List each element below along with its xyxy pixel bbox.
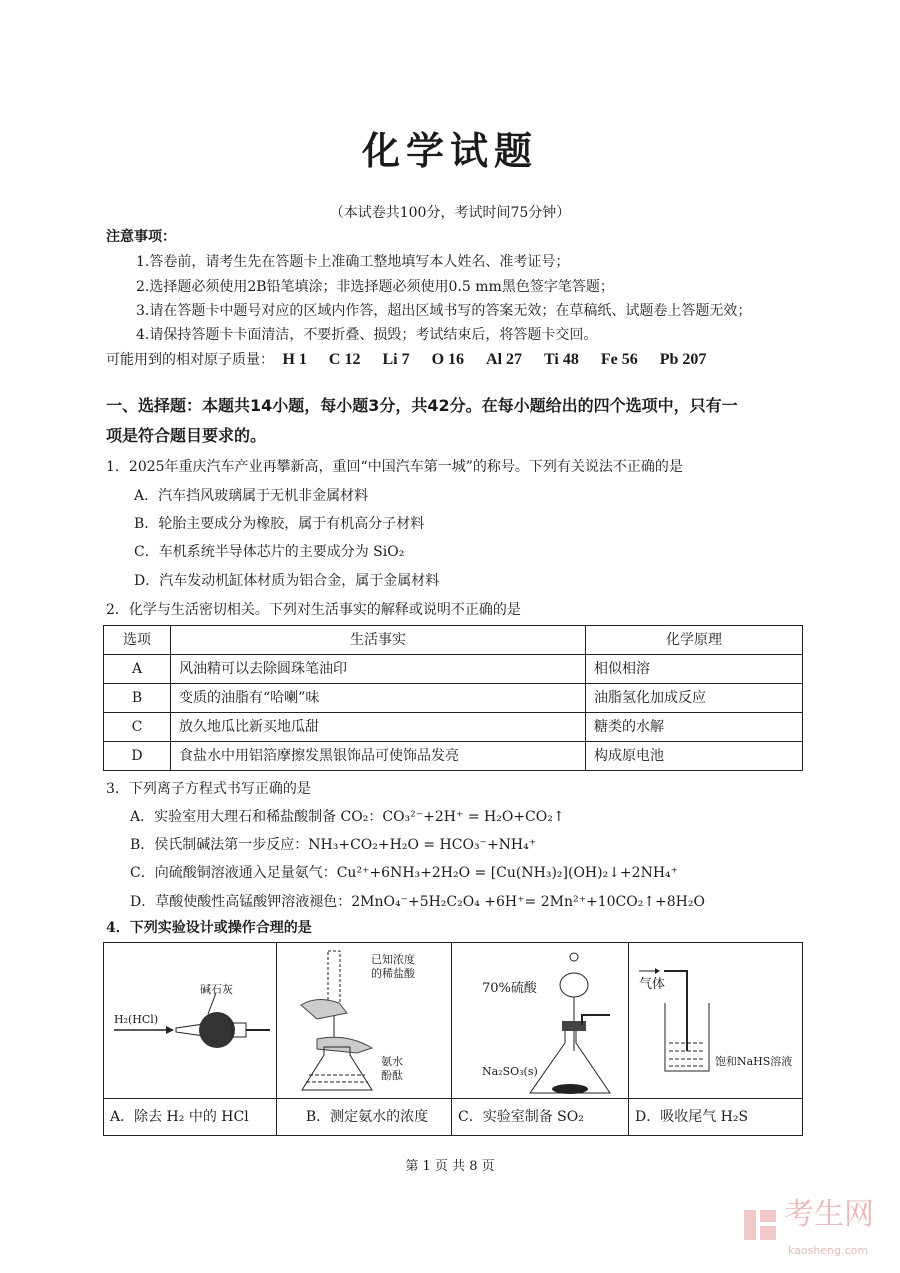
watermark-logo — [740, 1197, 890, 1258]
q3-option: C．向硫酸铜溶液通入足量氨气：Cu²⁺+6NH₃+2H₂O = [Cu(NH₃)₂](OH)₂↓+2NH₄⁺ — [130, 865, 679, 881]
cell: 构成原电池 — [586, 742, 803, 771]
label: 已知浓度 — [371, 953, 415, 966]
header-cell: 化学原理 — [586, 626, 803, 655]
mass: Li 7 — [382, 351, 410, 368]
q3-option: A．实验室用大理石和稀盐酸制备 CO₂：CO₃²⁻+2H⁺ = H₂O+CO₂↑ — [130, 809, 565, 825]
q1-option: D．汽车发动机缸体材质为铝合金，属于金属材料 — [134, 573, 440, 589]
figure-caption: A．除去 H₂ 中的 HCl — [104, 1099, 277, 1136]
q1-stem: 1．2025年重庆汽车产业再攀新高，重回“中国汽车第一城”的称号。下列有关说法不正确的是 — [106, 459, 683, 475]
cell: 相似相溶 — [586, 655, 803, 684]
figure-caption: B．测定氨水的浓度 — [277, 1099, 452, 1136]
cell: B — [104, 684, 171, 713]
q2-table — [103, 625, 803, 771]
titration-diagram — [277, 943, 449, 1098]
table-row — [104, 742, 803, 771]
watermark-url: kaosheng.com — [788, 1244, 869, 1257]
label: 的稀盐酸 — [371, 967, 415, 980]
figure-a — [104, 943, 277, 1099]
cell: 变质的油脂有“哈喇”味 — [171, 684, 586, 713]
table-row — [104, 684, 803, 713]
cell: D — [104, 742, 171, 771]
label: 气体 — [639, 977, 666, 992]
label: Na₂SO₃(s) — [482, 1065, 538, 1078]
figure-caption: D．吸收尾气 H₂S — [629, 1099, 803, 1136]
watermark-name: 考生网 — [784, 1197, 874, 1232]
figure-b — [277, 943, 452, 1099]
cell: 风油精可以去除圆珠笔油印 — [171, 655, 586, 684]
mass: C 12 — [328, 351, 361, 368]
page-title: 化学试题 — [361, 129, 538, 173]
gas-generator-diagram — [452, 943, 626, 1098]
label: 碱石灰 — [200, 983, 233, 996]
notice-item: 4.请保持答题卡卡面清洁，不要折叠、损毁；考试结束后，将答题卡交回。 — [136, 327, 598, 343]
subtitle: （本试卷共100分，考试时间75分钟） — [329, 205, 571, 221]
figure-c — [452, 943, 629, 1099]
cell: C — [104, 713, 171, 742]
label: 饱和NaHS溶液 — [715, 1055, 793, 1068]
page-footer: 第 1 页 共 8 页 — [405, 1159, 495, 1174]
q3-option: B．侯氏制碱法第一步反应：NH₃+CO₂+H₂O = HCO₃⁻+NH₄⁺ — [130, 837, 537, 853]
cell: 食盐水中用铝箔摩擦发黑银饰品可使饰品发亮 — [171, 742, 586, 771]
absorption-beaker-diagram — [629, 943, 799, 1098]
q1-option: B．轮胎主要成分为橡胶，属于有机高分子材料 — [134, 516, 425, 532]
q4-stem: 4．下列实验设计或操作合理的是 — [106, 920, 312, 936]
atomic-masses-label: 可能用到的相对原子质量： — [106, 352, 274, 368]
notice-item: 1.答卷前，请考生先在答题卡上准确工整地填写本人姓名、准考证号； — [136, 254, 570, 270]
mass: Fe 56 — [600, 351, 638, 368]
q4-figure-table — [103, 942, 803, 1136]
label: H₂(HCl) — [114, 1013, 159, 1026]
table-row — [104, 655, 803, 684]
figure-d — [629, 943, 803, 1099]
section-heading-cont: 项是符合题目要求的。 — [106, 426, 267, 445]
atomic-masses — [106, 351, 728, 369]
logo-icon — [740, 1206, 780, 1246]
q3-stem: 3．下列离子方程式书写正确的是 — [106, 781, 311, 797]
notice-heading: 注意事项： — [106, 229, 176, 245]
table-row — [104, 713, 803, 742]
figure-caption: C．实验室制备 SO₂ — [452, 1099, 629, 1136]
cell: 油脂氢化加成反应 — [586, 684, 803, 713]
q3-option: D．草酸使酸性高锰酸钾溶液褪色：2MnO₄⁻+5H₂C₂O₄ +6H⁺= 2Mn²⁺+10CO₂↑+8H₂O — [130, 894, 705, 910]
label: 氨水 — [381, 1055, 403, 1068]
label: 70%硫酸 — [482, 981, 537, 996]
cell: 糖类的水解 — [586, 713, 803, 742]
q1-option: C．车机系统半导体芯片的主要成分为 SiO₂ — [134, 544, 405, 560]
table-header-row — [104, 626, 803, 655]
header-cell: 生活事实 — [171, 626, 586, 655]
section-heading: 一、选择题：本题共14小题，每小题3分，共42分。在每小题给出的四个选项中，只有一 — [106, 396, 738, 415]
notice-item: 2.选择题必须使用2B铅笔填涂；非选择题必须使用0.5 mm黑色签字笔答题； — [136, 279, 614, 295]
label: 酚酞 — [381, 1069, 403, 1082]
q2-stem: 2．化学与生活密切相关。下列对生活事实的解释或说明不正确的是 — [106, 602, 521, 618]
cell: 放久地瓜比新买地瓜甜 — [171, 713, 586, 742]
mass: Ti 48 — [544, 351, 579, 368]
header-cell: 选项 — [104, 626, 171, 655]
notice-item: 3.请在答题卡中题号对应的区域内作答，超出区域书写的答案无效；在草稿纸、试题卷上答题无效； — [136, 303, 752, 319]
mass: H 1 — [282, 351, 307, 368]
mass: Pb 207 — [659, 351, 707, 368]
cell: A — [104, 655, 171, 684]
q1-option: A．汽车挡风玻璃属于无机非金属材料 — [134, 488, 369, 504]
mass: O 16 — [431, 351, 465, 368]
mass: Al 27 — [486, 351, 523, 368]
